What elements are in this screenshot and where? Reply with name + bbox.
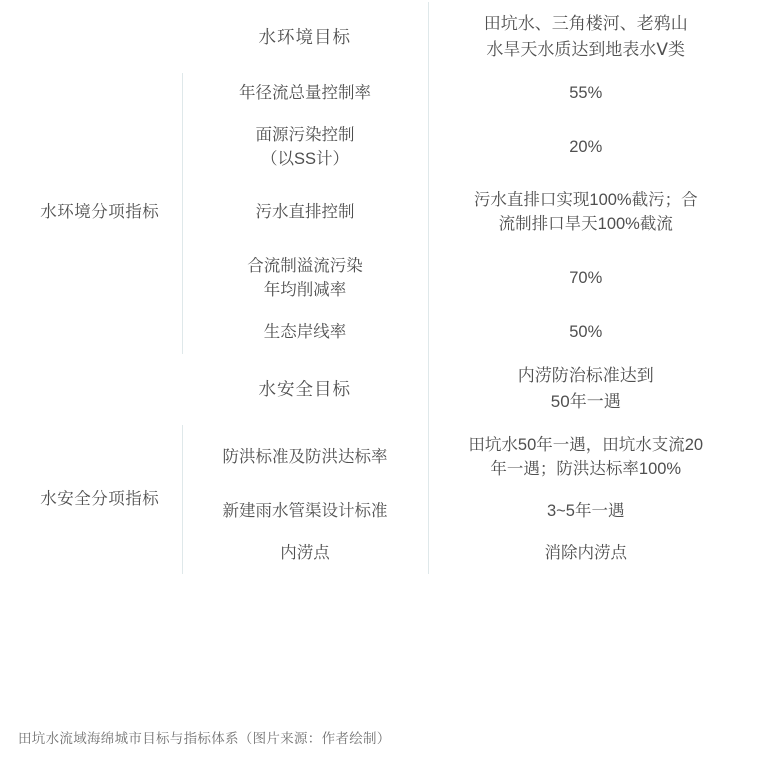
header-empty-cell-1 bbox=[18, 2, 182, 73]
indicator-value-line-1: 田坑水50年一遇，田坑水支流20 bbox=[468, 435, 704, 454]
indicator-name: 污水直排控制 bbox=[182, 180, 428, 246]
figure-caption: 田坑水流域海绵城市目标与指标体系（图片来源：作者绘制） bbox=[18, 731, 391, 746]
indicator-name bbox=[182, 115, 428, 181]
indicator-value bbox=[428, 425, 743, 491]
indicator-name: 新建雨水管渠设计标准 bbox=[182, 491, 428, 533]
indicator-name: 防洪标准及防洪达标率 bbox=[182, 425, 428, 491]
water-environment-goal-description bbox=[428, 2, 743, 73]
goal-desc-line-2: 水旱天水质达到地表水Ⅴ类 bbox=[486, 40, 686, 60]
indicator-value-line-1: 污水直排口实现100%截污；合 bbox=[473, 191, 698, 210]
water-safety-goal-title: 水安全目标 bbox=[258, 378, 351, 399]
water-safety-goal-description bbox=[428, 354, 743, 425]
table-row bbox=[18, 425, 743, 491]
indicator-name-line-2: （以SS计） bbox=[260, 149, 349, 168]
safety-desc-line-1: 内涝防治标准达到 bbox=[517, 366, 654, 386]
safety-desc-line-2: 50年一遇 bbox=[550, 392, 621, 412]
indicator-name: 内涝点 bbox=[182, 533, 428, 575]
goal-desc-line-1: 田坑水、三角楼河、老鸦山 bbox=[483, 14, 688, 33]
indicator-value: 70% bbox=[569, 269, 603, 288]
indicator-value-line-2: 流制排口旱天100%截流 bbox=[498, 215, 673, 234]
goal-indicator-table bbox=[18, 2, 743, 574]
water-environment-goal-title: 水环境目标 bbox=[258, 26, 351, 47]
section-header-water-safety bbox=[18, 354, 743, 425]
indicator-name-line-2: 年均削减率 bbox=[263, 281, 347, 300]
indicator-name-line-1: 合流制溢流污染 bbox=[247, 257, 363, 276]
table-sheet bbox=[0, 2, 761, 763]
indicator-value: 3~5年一遇 bbox=[547, 501, 625, 520]
indicator-value: 50% bbox=[569, 323, 603, 342]
indicator-value: 20% bbox=[569, 137, 603, 156]
water-safety-sub-indicator-label: 水安全分项指标 bbox=[40, 489, 160, 508]
section-header-water-environment bbox=[18, 2, 743, 73]
indicator-value bbox=[428, 180, 743, 246]
indicator-name-line-1: 面源污染控制 bbox=[255, 125, 355, 144]
table-row bbox=[18, 73, 743, 115]
header-empty-cell-2 bbox=[18, 354, 182, 425]
indicator-name: 年径流总量控制率 bbox=[182, 73, 428, 115]
indicator-name: 生态岸线率 bbox=[182, 312, 428, 354]
indicator-value: 55% bbox=[569, 83, 603, 102]
indicator-name bbox=[182, 246, 428, 312]
indicator-value-line-2: 年一遇；防洪达标率100% bbox=[490, 459, 682, 478]
indicator-value: 消除内涝点 bbox=[544, 543, 627, 562]
water-environment-sub-indicator-label: 水环境分项指标 bbox=[40, 203, 160, 222]
